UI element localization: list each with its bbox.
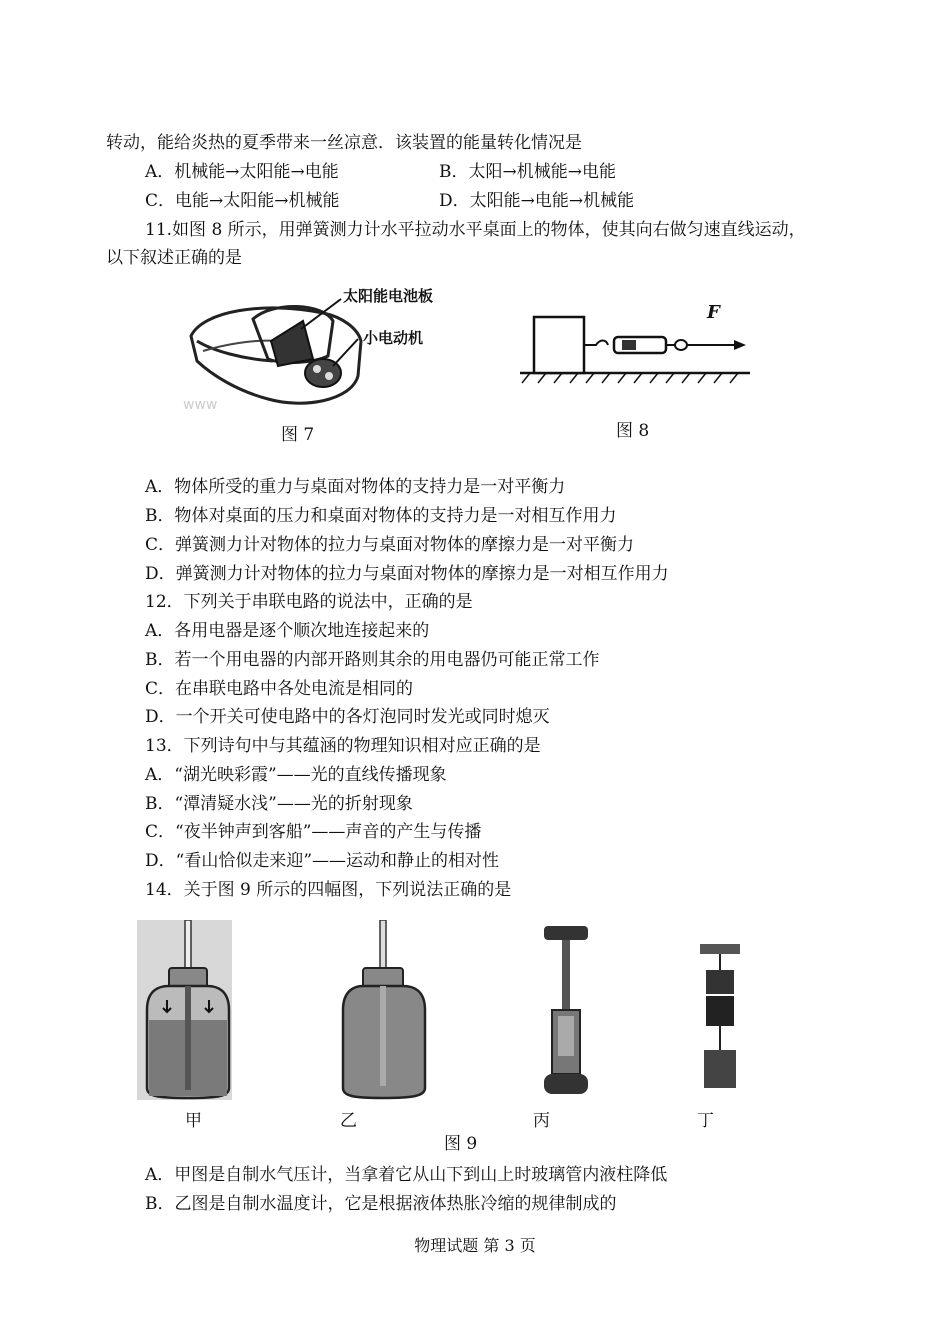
- q14-stem: 14．关于图 9 所示的四幅图，下列说法正确的是: [145, 880, 512, 900]
- fig7-caption: 图 7: [281, 425, 315, 445]
- q11-option-b: B．物体对桌面的压力和桌面对物体的支持力是一对相互作用力: [145, 506, 617, 526]
- q13-option-a: A．“湖光映彩霞”——光的直线传播现象: [145, 765, 447, 785]
- q14-option-b: B．乙图是自制水温度计，它是根据液体热胀冷缩的规律制成的: [145, 1194, 617, 1214]
- q10-tail: 转动，能给炎热的夏季带来一丝凉意．该装置的能量转化情况是: [106, 133, 582, 153]
- q12-option-c: C．在串联电路中各处电流是相同的: [145, 679, 414, 699]
- q13-stem: 13．下列诗句中与其蕴涵的物理知识相对应正确的是: [145, 736, 541, 756]
- q10-option-b: B．太阳→机械能→电能: [439, 162, 616, 182]
- figure-9-yi-thermometer: [333, 920, 433, 1100]
- fig9-label-yi: 乙: [340, 1111, 357, 1131]
- fig9-label-ding: 丁: [697, 1111, 714, 1131]
- q12-option-d: D．一个开关可使电路中的各灯泡同时发光或同时熄灭: [145, 707, 550, 727]
- q11-option-a: A．物体所受的重力与桌面对物体的支持力是一对平衡力: [145, 477, 566, 497]
- page-footer: 物理试题 第 3 页: [414, 1236, 536, 1255]
- fig9-label-jia: 甲: [185, 1111, 202, 1131]
- q10-option-a: A．机械能→太阳能→电能: [145, 162, 339, 182]
- figure-9-jia-barometer: [137, 920, 232, 1100]
- fig7-label-solar-panel: 太阳能电池板: [343, 287, 434, 305]
- fig9-caption: 图 9: [444, 1134, 478, 1154]
- q12-option-b: B．若一个用电器的内部开路则其余的用电器仍可能正常工作: [145, 650, 600, 670]
- fig8-caption: 图 8: [616, 421, 650, 441]
- q11-stem-line2: 以下叙述正确的是: [106, 248, 242, 268]
- fig8-force-label: F: [707, 302, 720, 323]
- fig7-label-motor: 小电动机: [363, 329, 424, 347]
- svg-text:www: www: [183, 397, 218, 413]
- q14-option-a: A．甲图是自制水气压计，当拿着它从山下到山上时玻璃管内液柱降低: [145, 1165, 668, 1185]
- q13-option-c: C．“夜半钟声到客船”——声音的产生与传播: [145, 822, 482, 842]
- q11-option-c: C．弹簧测力计对物体的拉力与桌面对物体的摩擦力是一对平衡力: [145, 535, 635, 555]
- q10-option-d: D．太阳能→电能→机械能: [439, 191, 635, 211]
- q10-option-c: C．电能→太阳能→机械能: [145, 191, 340, 211]
- q13-option-b: B．“潭清疑水浅”——光的折射现象: [145, 794, 413, 814]
- q11-option-d: D．弹簧测力计对物体的拉力与桌面对物体的摩擦力是一对相互作用力: [145, 564, 669, 584]
- figure-9-ding-lead-blocks: [690, 940, 750, 1100]
- q11-stem-line1: 11.如图 8 所示，用弹簧测力计水平拉动水平桌面上的物体，使其向右做匀速直线运动，: [145, 220, 806, 240]
- fig9-label-bing: 丙: [533, 1111, 550, 1131]
- q12-stem: 12．下列关于串联电路的说法中，正确的是: [145, 592, 473, 612]
- q13-option-d: D．“看山恰似走来迎”——运动和静止的相对性: [145, 851, 500, 871]
- figure-9-bing-pump: [530, 920, 600, 1100]
- q12-option-a: A．各用电器是逐个顺次地连接起来的: [145, 621, 430, 641]
